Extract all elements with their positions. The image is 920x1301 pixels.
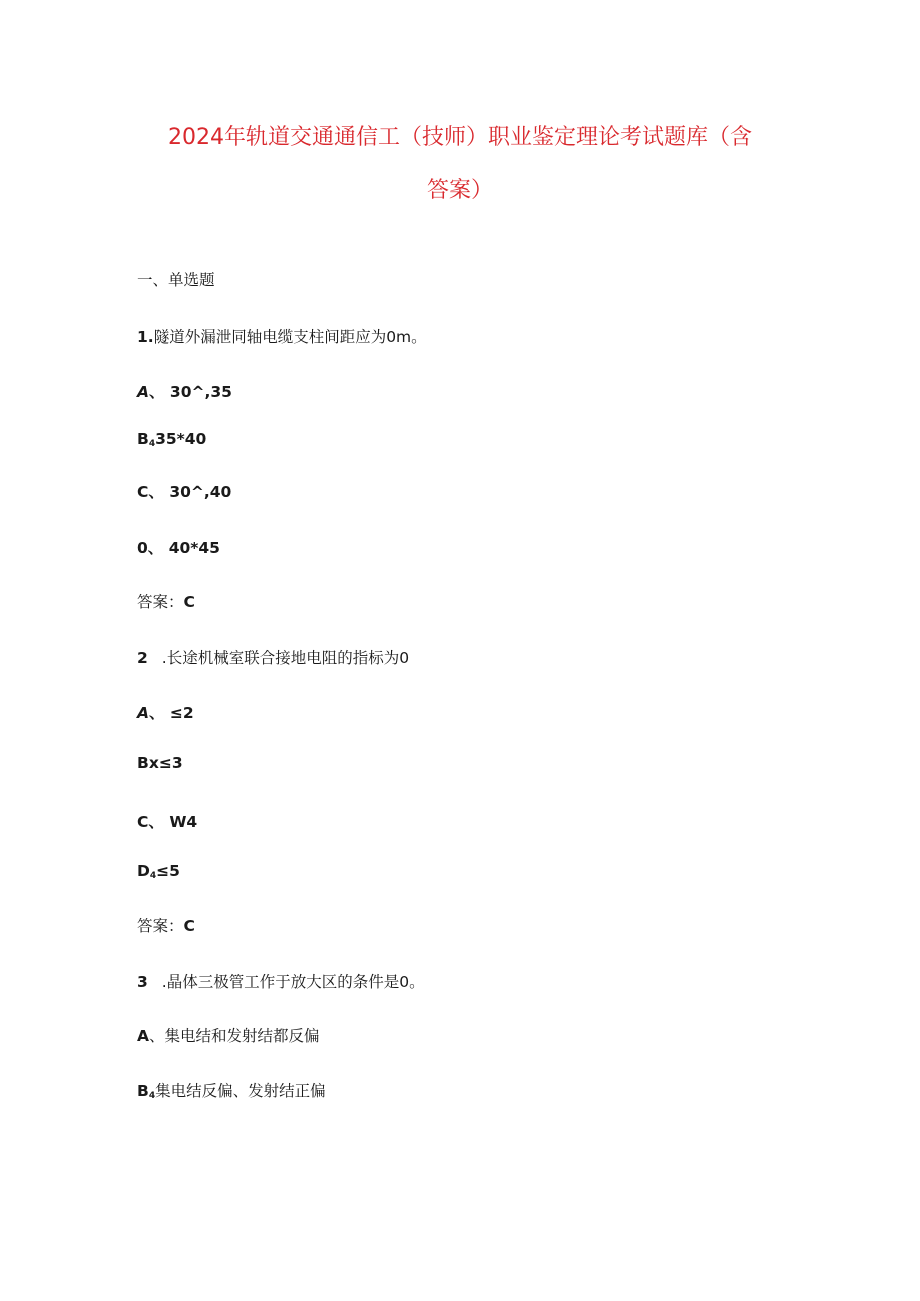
option-letter: B [137, 430, 149, 448]
question-1-option-a [137, 380, 232, 402]
option-separator: 、 [147, 539, 164, 557]
option-separator: 4 [149, 871, 157, 881]
option-separator: 、 [149, 1027, 165, 1045]
section-heading: 一、单选题 [137, 271, 215, 289]
option-separator: 4 [148, 439, 156, 449]
option-letter: C [137, 483, 149, 501]
option-letter: D [137, 862, 150, 880]
answer-value: C [183, 917, 195, 935]
question-3-text: .晶体三极管工作于放大区的条件是0。 [161, 973, 425, 991]
option-separator: x [148, 754, 159, 772]
question-2-option-b [137, 754, 183, 772]
option-text: ≤3 [158, 754, 183, 772]
option-text: 35*40 [155, 430, 207, 448]
question-1-option-c [137, 480, 231, 502]
option-text: 40*45 [168, 539, 220, 557]
question-1-option-d [137, 536, 220, 558]
question-3-option-a [137, 1024, 320, 1046]
option-text: 集电结和发射结都反偏 [164, 1027, 320, 1045]
answer-label: 答案： [137, 593, 184, 611]
option-text: 30^,40 [169, 483, 232, 501]
option-text: W4 [169, 813, 198, 831]
question-2-option-d [137, 862, 180, 881]
answer-value: C [183, 593, 195, 611]
question-1-stem [137, 325, 427, 347]
option-letter: B [137, 1082, 149, 1100]
option-letter: A [137, 1027, 149, 1045]
option-separator: 、 [149, 383, 165, 401]
document-title-line-2: 答案） [426, 178, 493, 203]
question-3-option-b [137, 1079, 326, 1101]
option-letter: A [137, 704, 149, 722]
question-3-number: 3 [137, 973, 148, 991]
answer-label: 答案： [137, 917, 184, 935]
option-separator: 4 [148, 1091, 156, 1101]
question-3-stem [137, 970, 425, 992]
option-letter: 0 [137, 539, 148, 557]
option-letter: C [137, 813, 149, 831]
question-2-option-c [137, 810, 197, 832]
option-letter: B [137, 754, 149, 772]
option-separator: 、 [149, 704, 165, 722]
question-2-answer [137, 914, 195, 936]
question-2-stem [137, 646, 409, 668]
option-text: 30^,35 [169, 383, 232, 401]
question-1-text: 隧道外漏泄同轴电缆支柱间距应为0m。 [153, 328, 427, 346]
question-2-text: .长途机械室联合接地电阻的指标为0 [161, 649, 410, 667]
question-1-number: 1. [137, 328, 154, 346]
question-1-answer [137, 590, 195, 612]
document-title-line-1: 2024年轨道交通通信工（技师）职业鉴定理论考试题库（含 [168, 125, 752, 150]
option-text: ≤2 [169, 704, 194, 722]
question-2-option-a [137, 701, 194, 723]
question-2-number: 2 [137, 649, 148, 667]
option-text: ≤5 [156, 862, 180, 880]
option-letter: A [137, 383, 149, 401]
option-text: 集电结反偏、发射结正偏 [155, 1082, 326, 1100]
option-separator: 、 [148, 483, 164, 501]
option-separator: 、 [148, 813, 164, 831]
question-1-option-b [137, 430, 206, 449]
